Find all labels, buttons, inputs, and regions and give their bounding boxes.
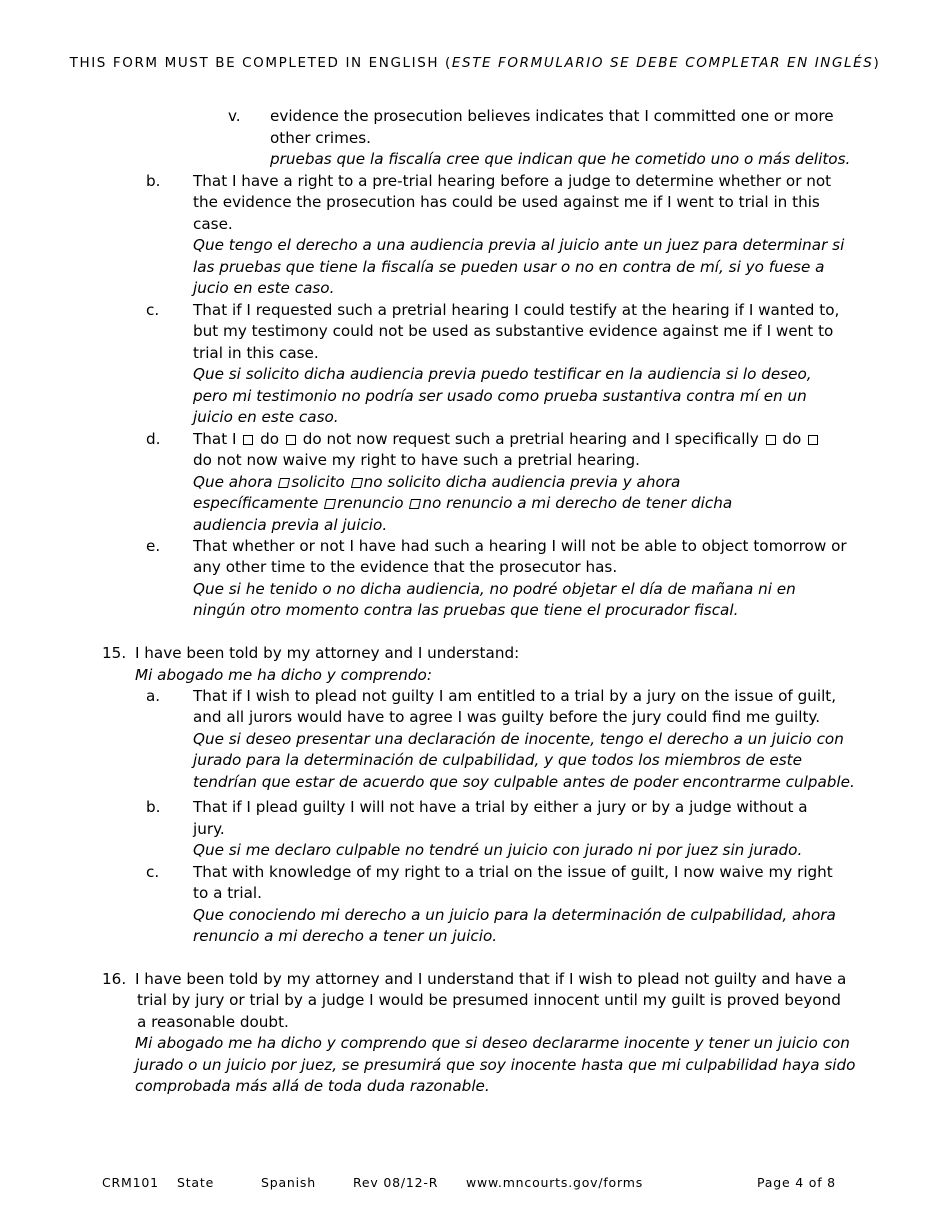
footer-form-id: CRM101	[102, 1175, 159, 1190]
item-14b-en-1: That I have a right to a pre-trial hearing before a judge to determine whether or not	[193, 172, 832, 190]
item-14e-en-2: any other time to the evidence that the prosecutor has.	[193, 558, 618, 576]
item-15a-en-1: That if I wish to plead not guilty I am entitled to a trial by a jury on the issue of guilt,	[193, 687, 837, 705]
item-16-es-3: comprobada más allá de toda duda razonable.	[135, 1077, 490, 1095]
item-15c-en-1: That with knowledge of my right to a trial on the issue of guilt, I now waive my right	[193, 863, 833, 881]
item-15a-es-2: jurado para la determinación de culpabilidad, y que todos los miembros de este	[193, 751, 802, 769]
item-14d-en-2: do not now waive my right to have such a pretrial hearing.	[193, 451, 641, 469]
item-14v-en-1: evidence the prosecution believes indicates that I committed one or more	[270, 107, 834, 125]
item-15b-marker: b.	[146, 798, 161, 816]
header-close: )	[873, 55, 881, 71]
no-solicito-checkbox[interactable]	[351, 478, 363, 488]
waive-do-not-checkbox[interactable]	[808, 435, 818, 445]
item-14v-es-1: pruebas que la fiscalía cree que indican que he cometido uno o más delitos.	[270, 150, 851, 168]
item-15b-es-1: Que si me declaro culpable no tendré un juicio con jurado ni por juez sin jurado.	[193, 841, 803, 859]
item-16-es-1: Mi abogado me ha dicho y comprendo que si deseo declararme inocente y tener un juicio con	[135, 1034, 850, 1052]
header-english: THIS FORM MUST BE COMPLETED IN ENGLISH (	[69, 55, 452, 71]
item-16-number: 16.	[102, 970, 127, 988]
item-14e-en-1: That whether or not I have had such a hearing I will not be able to object tomorrow or	[193, 537, 847, 555]
item-15b-en-1: That if I plead guilty I will not have a trial by either a jury or by a judge without a	[193, 798, 808, 816]
item-14e-es-1: Que si he tenido o no dicha audiencia, no podré objetar el día de mañana ni en	[193, 580, 796, 598]
item-15a-en-2: and all jurors would have to agree I was guilty before the jury could find me guilty.	[193, 708, 821, 726]
item-14v-en-2: other crimes.	[270, 129, 371, 147]
item-14d-es-1c: no solicito dicha audiencia previa y ahora	[363, 473, 681, 491]
form-header	[0, 55, 950, 71]
item-14d-en-1b: do	[260, 430, 280, 448]
item-15c-marker: c.	[146, 863, 160, 881]
item-15a-es-1: Que si deseo presentar una declaración de inocente, tengo el derecho a un juicio con	[193, 730, 844, 748]
item-15-en: I have been told by my attorney and I understand:	[135, 644, 520, 662]
waive-do-checkbox[interactable]	[766, 435, 776, 445]
item-14e-marker: e.	[146, 537, 161, 555]
footer-url[interactable]: www.mncourts.gov/forms	[466, 1175, 644, 1190]
item-14c-marker: c.	[146, 301, 160, 319]
footer-revision: Rev 08/12-R	[353, 1175, 439, 1190]
item-15-es: Mi abogado me ha dicho y comprendo:	[135, 666, 432, 684]
item-14d-es-line-1	[193, 472, 680, 494]
item-16-es-2: jurado o un juicio por juez, se presumirá que soy inocente hasta que mi culpabilidad haya sido	[135, 1056, 856, 1074]
item-14d-es-3: audiencia previa al juicio.	[193, 516, 388, 534]
item-14b-es-2: las pruebas que tiene la fiscalía se pueden usar o no en contra de mí, si yo fuese a	[193, 258, 825, 276]
footer-language: Spanish	[261, 1175, 316, 1190]
item-14d-en-line-1	[193, 429, 820, 451]
item-15c-es-1: Que conociendo mi derecho a un juicio para la determinación de culpabilidad, ahora	[193, 906, 836, 924]
item-16-en-2: trial by jury or trial by a judge I would be presumed innocent until my guilt is proved beyond	[137, 991, 841, 1009]
item-15a-marker: a.	[146, 687, 161, 705]
item-14b-es-1: Que tengo el derecho a una audiencia previa al juicio ante un juez para determinar si	[193, 236, 845, 254]
request-do-not-checkbox[interactable]	[286, 435, 296, 445]
item-14d-es-1a: Que ahora	[193, 473, 273, 491]
no-renuncio-checkbox[interactable]	[409, 499, 421, 509]
item-15a-es-3: tendrían que estar de acuerdo que soy culpable antes de poder encontrarme culpable.	[193, 773, 855, 791]
request-do-checkbox[interactable]	[243, 435, 253, 445]
footer-state: State	[177, 1175, 215, 1190]
item-15c-es-2: renuncio a mi derecho a tener un juicio.	[193, 927, 498, 945]
item-14b-marker: b.	[146, 172, 161, 190]
item-14d-en-1c: do not now request such a pretrial hearing and I specifically	[302, 430, 759, 448]
item-14c-es-1: Que si solicito dicha audiencia previa puedo testificar en la audiencia si lo deseo,	[193, 365, 812, 383]
item-14b-en-3: case.	[193, 215, 233, 233]
item-14c-en-3: trial in this case.	[193, 344, 319, 362]
item-14c-en-1: That if I requested such a pretrial hearing I could testify at the hearing if I wanted to,	[193, 301, 840, 319]
item-14c-es-3: juicio en este caso.	[193, 408, 339, 426]
item-15-number: 15.	[102, 644, 127, 662]
item-14d-es-2c: no renuncio a mi derecho de tener dicha	[422, 494, 733, 512]
item-14d-en-1a: That I	[193, 430, 237, 448]
footer-page-number: Page 4 of 8	[757, 1175, 836, 1190]
item-14b-en-2: the evidence the prosecution has could be used against me if I went to trial in this	[193, 193, 820, 211]
renuncio-checkbox[interactable]	[324, 499, 336, 509]
item-14e-es-2: ningún otro momento contra las pruebas que tiene el procurador fiscal.	[193, 601, 739, 619]
item-14d-en-1d: do	[782, 430, 802, 448]
item-14c-en-2: but my testimony could not be used as substantive evidence against me if I went to	[193, 322, 834, 340]
item-14d-es-2b: renuncio	[337, 494, 404, 512]
item-14v-marker: v.	[228, 107, 241, 125]
item-14d-marker: d.	[146, 430, 161, 448]
item-14c-es-2: pero mi testimonio no podría ser usado como prueba sustantiva contra mí en un	[193, 387, 807, 405]
item-14d-es-line-2	[193, 493, 732, 515]
item-15b-en-2: jury.	[193, 820, 225, 838]
item-15c-en-2: to a trial.	[193, 884, 262, 902]
header-spanish: ESTE FORMULARIO SE DEBE COMPLETAR EN INGLÉS	[451, 55, 874, 71]
solicito-checkbox[interactable]	[278, 478, 290, 488]
item-16-en-1: I have been told by my attorney and I understand that if I wish to plead not guilty and have a	[135, 970, 847, 988]
item-16-en-3: a reasonable doubt.	[137, 1013, 289, 1031]
item-14d-es-2a: específicamente	[193, 494, 319, 512]
item-14d-es-1b: solicito	[291, 473, 345, 491]
item-14b-es-3: jucio en este caso.	[193, 279, 335, 297]
